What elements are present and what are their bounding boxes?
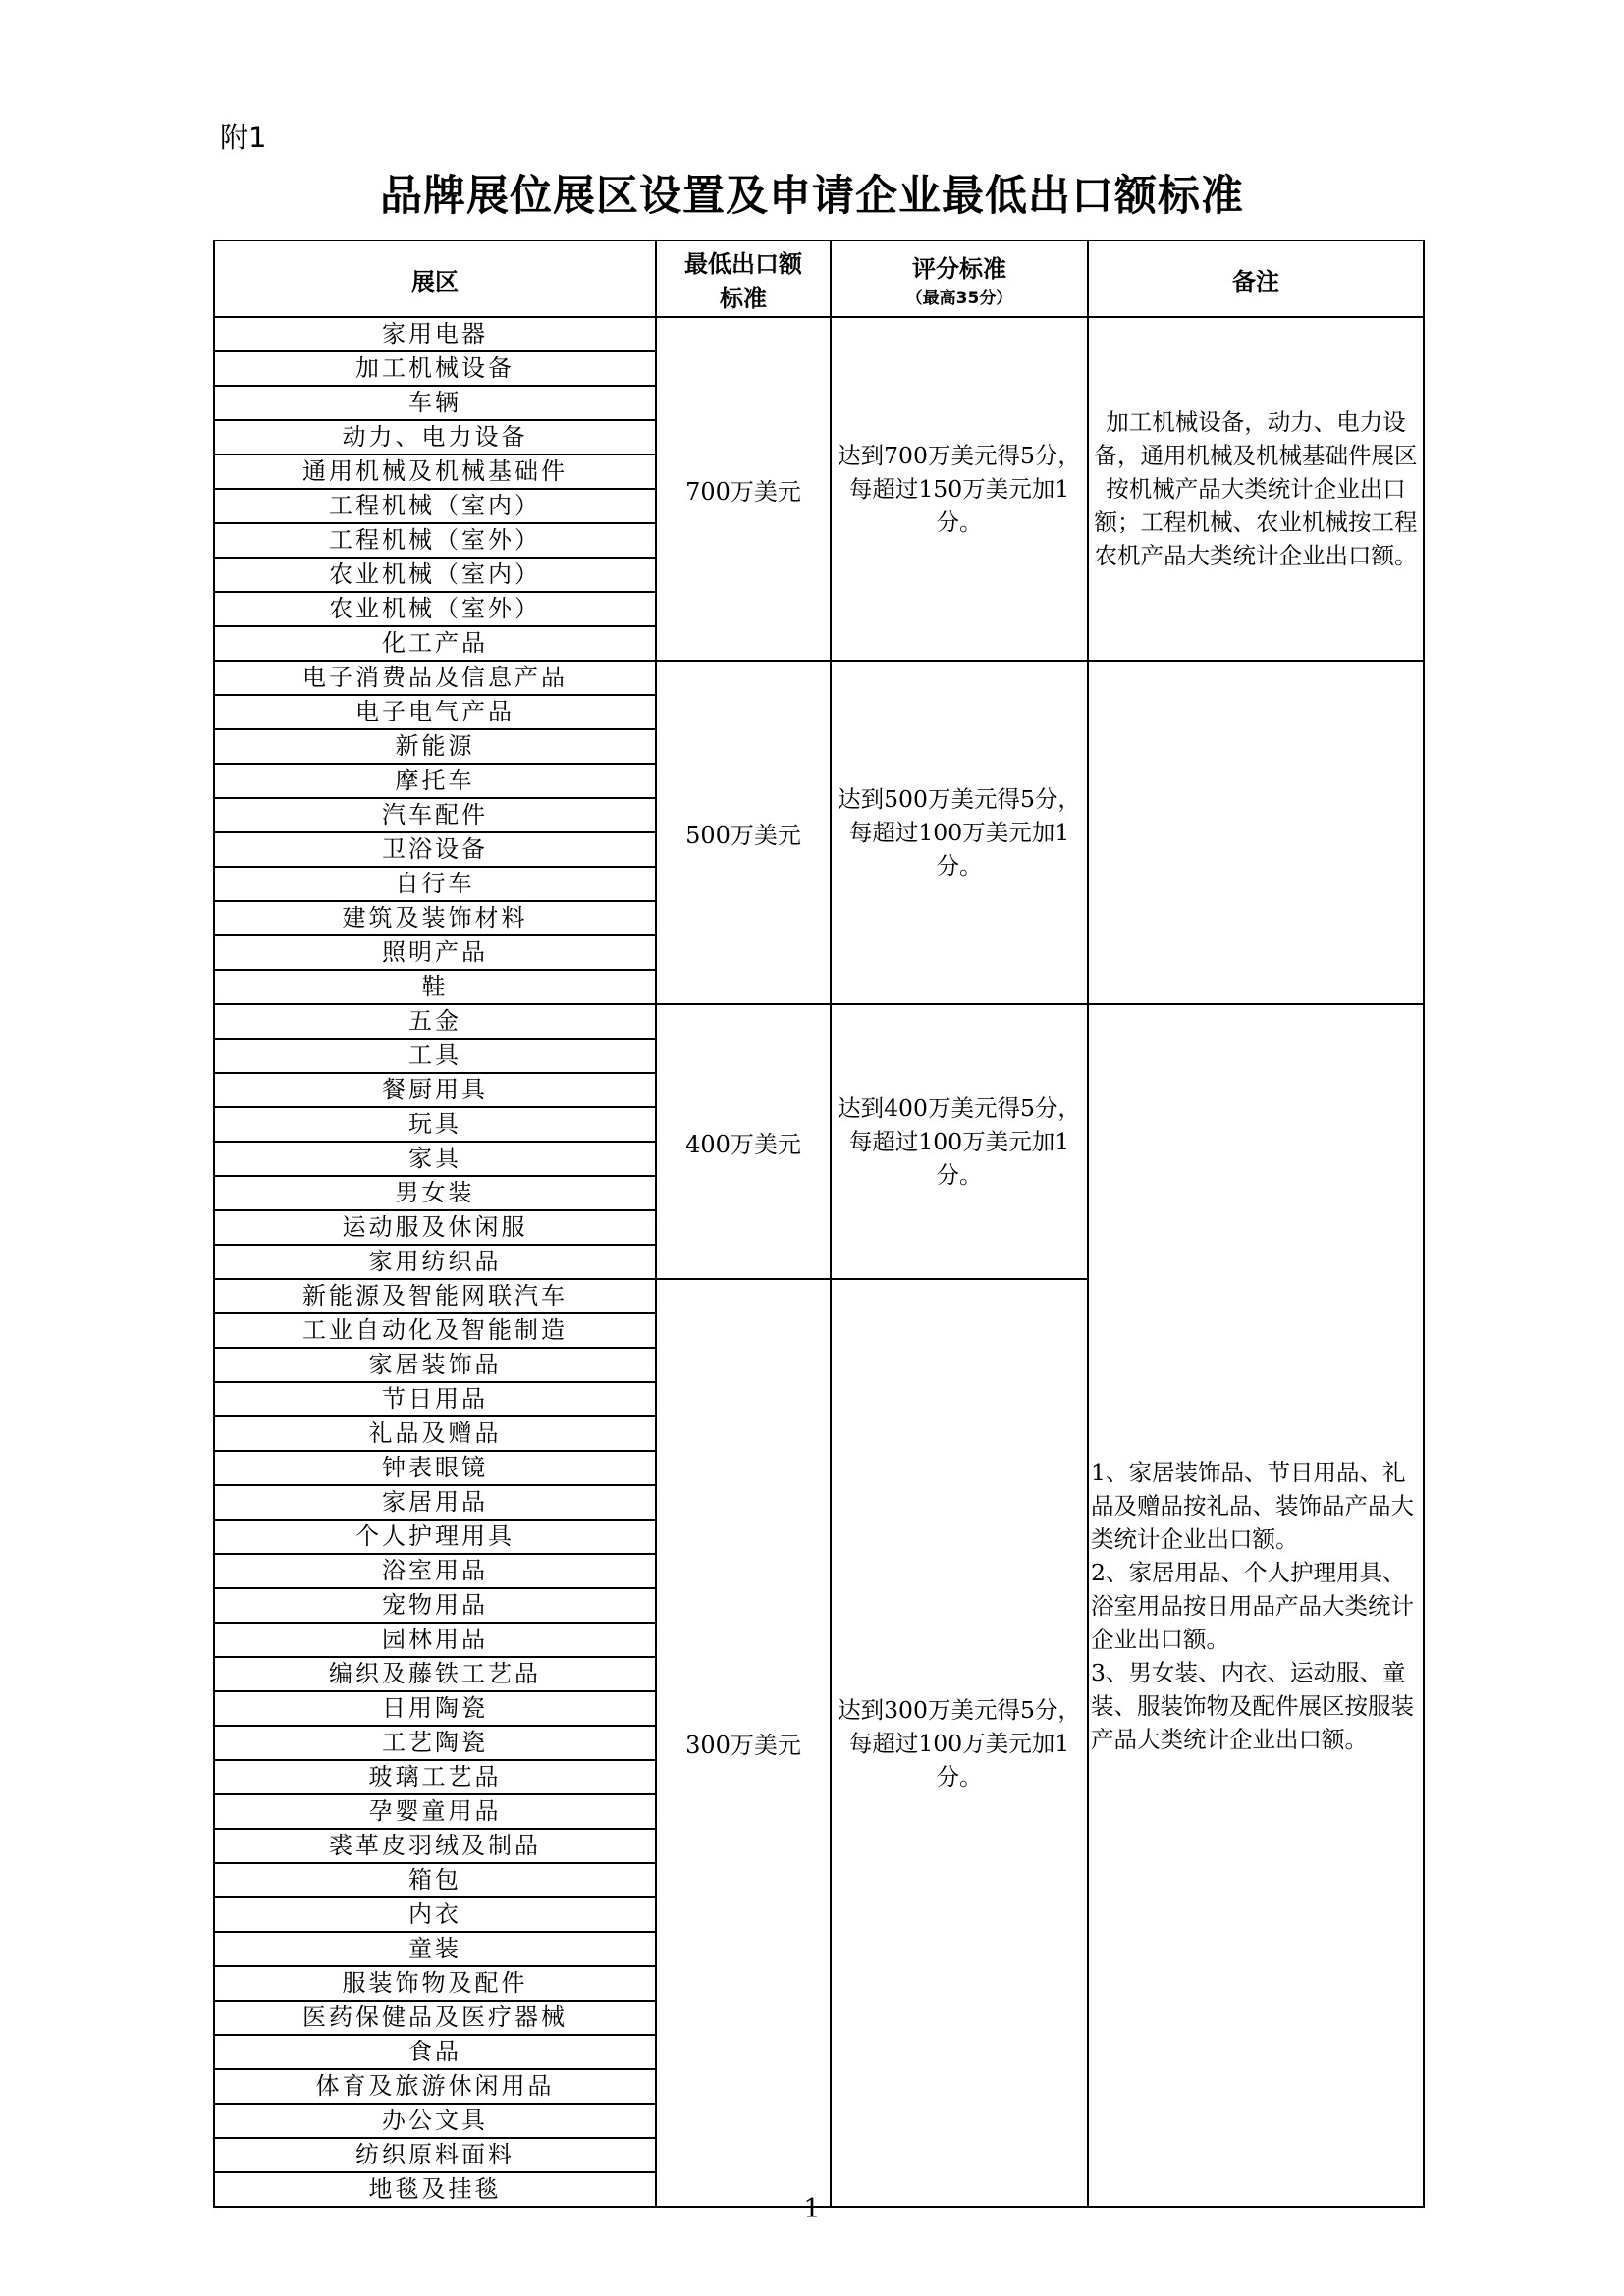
table-row <box>214 317 1424 351</box>
area-cell: 建筑及装饰材料 <box>214 901 656 935</box>
area-cell: 医药保健品及医疗器械 <box>214 2001 656 2035</box>
area-cell: 鞋 <box>214 970 656 1004</box>
area-cell: 家居装饰品 <box>214 1348 656 1382</box>
remark-line: 3、男女装、内衣、运动服、童装、服装饰物及配件展区按服装产品大类统计企业出口额。 <box>1091 1658 1414 1753</box>
area-cell: 体育及旅游休闲用品 <box>214 2069 656 2104</box>
area-cell: 工业自动化及智能制造 <box>214 1313 656 1348</box>
attachment-label: 附1 <box>220 121 267 154</box>
area-cell: 地毯及挂毯 <box>214 2172 656 2207</box>
header-score-line2: （最高35分） <box>905 289 1013 308</box>
area-cell: 玻璃工艺品 <box>214 1760 656 1794</box>
header-min-export-line1: 最低出口额 <box>684 250 802 278</box>
table-row <box>214 1004 1424 1039</box>
area-cell: 自行车 <box>214 867 656 901</box>
area-cell: 工艺陶瓷 <box>214 1726 656 1760</box>
min-export-cell: 500万美元 <box>656 661 831 1004</box>
header-min-export <box>656 240 831 317</box>
area-cell: 工程机械（室内） <box>214 489 656 523</box>
header-min-export-line2: 标准 <box>720 285 767 312</box>
table-body <box>214 317 1424 2207</box>
area-cell: 工具 <box>214 1039 656 1073</box>
area-cell: 农业机械（室外） <box>214 592 656 626</box>
area-cell: 家居用品 <box>214 1485 656 1520</box>
area-cell: 孕婴童用品 <box>214 1794 656 1829</box>
header-remark: 备注 <box>1088 240 1424 317</box>
score-cell: 达到500万美元得5分，每超过100万美元加1分。 <box>831 661 1088 1004</box>
area-cell: 电子电气产品 <box>214 695 656 729</box>
min-export-cell: 700万美元 <box>656 317 831 661</box>
page-number: 1 <box>803 2194 821 2224</box>
remark-cell: 加工机械设备，动力、电力设备，通用机械及机械基础件展区按机械产品大类统计企业出口额；工程机械、农业机械按工程农机产品大类统计企业出口额。 <box>1088 317 1424 661</box>
area-cell: 加工机械设备 <box>214 351 656 386</box>
area-cell: 新能源及智能网联汽车 <box>214 1279 656 1313</box>
remark-cell <box>1088 661 1424 1004</box>
area-cell: 汽车配件 <box>214 798 656 832</box>
area-cell: 宠物用品 <box>214 1588 656 1623</box>
score-cell: 达到400万美元得5分，每超过100万美元加1分。 <box>831 1004 1088 1279</box>
remark-line: 2、家居用品、个人护理用具、浴室用品按日用品产品大类统计企业出口额。 <box>1091 1558 1414 1653</box>
remark-line: 1、家居装饰品、节日用品、礼品及赠品按礼品、装饰品产品大类统计企业出口额。 <box>1091 1458 1414 1553</box>
header-area: 展区 <box>214 240 656 317</box>
area-cell: 礼品及赠品 <box>214 1416 656 1451</box>
area-cell: 家用纺织品 <box>214 1245 656 1279</box>
area-cell: 卫浴设备 <box>214 832 656 867</box>
area-cell: 个人护理用具 <box>214 1520 656 1554</box>
area-cell: 照明产品 <box>214 935 656 970</box>
area-cell: 办公文具 <box>214 2104 656 2138</box>
score-cell: 达到700万美元得5分，每超过150万美元加1分。 <box>831 317 1088 661</box>
area-cell: 钟表眼镜 <box>214 1451 656 1485</box>
area-cell: 食品 <box>214 2035 656 2069</box>
area-cell: 电子消费品及信息产品 <box>214 661 656 695</box>
header-score-line1: 评分标准 <box>912 255 1006 283</box>
page-title: 品牌展位展区设置及申请企业最低出口额标准 <box>380 172 1244 221</box>
area-cell: 工程机械（室外） <box>214 523 656 558</box>
area-cell: 五金 <box>214 1004 656 1039</box>
min-export-cell: 300万美元 <box>656 1279 831 2207</box>
area-cell: 箱包 <box>214 1863 656 1897</box>
area-cell: 车辆 <box>214 386 656 420</box>
area-cell: 纺织原料面料 <box>214 2138 656 2172</box>
area-cell: 浴室用品 <box>214 1554 656 1588</box>
area-cell: 男女装 <box>214 1176 656 1210</box>
area-cell: 农业机械（室内） <box>214 558 656 592</box>
area-cell: 化工产品 <box>214 626 656 661</box>
area-cell: 园林用品 <box>214 1623 656 1657</box>
area-cell: 日用陶瓷 <box>214 1691 656 1726</box>
remark-cell-shared <box>1088 1004 1424 2207</box>
area-cell: 运动服及休闲服 <box>214 1210 656 1245</box>
area-cell: 内衣 <box>214 1897 656 1932</box>
area-cell: 节日用品 <box>214 1382 656 1416</box>
area-cell: 餐厨用具 <box>214 1073 656 1107</box>
area-cell: 通用机械及机械基础件 <box>214 454 656 489</box>
standards-table <box>213 240 1425 2208</box>
area-cell: 家具 <box>214 1142 656 1176</box>
area-cell: 摩托车 <box>214 764 656 798</box>
table-row <box>214 661 1424 695</box>
area-cell: 童装 <box>214 1932 656 1966</box>
area-cell: 家用电器 <box>214 317 656 351</box>
min-export-cell: 400万美元 <box>656 1004 831 1279</box>
header-row <box>214 240 1424 317</box>
score-cell: 达到300万美元得5分，每超过100万美元加1分。 <box>831 1279 1088 2207</box>
area-cell: 服装饰物及配件 <box>214 1966 656 2001</box>
area-cell: 动力、电力设备 <box>214 420 656 454</box>
area-cell: 编织及藤铁工艺品 <box>214 1657 656 1691</box>
area-cell: 新能源 <box>214 729 656 764</box>
header-score <box>831 240 1088 317</box>
area-cell: 玩具 <box>214 1107 656 1142</box>
area-cell: 裘革皮羽绒及制品 <box>214 1829 656 1863</box>
